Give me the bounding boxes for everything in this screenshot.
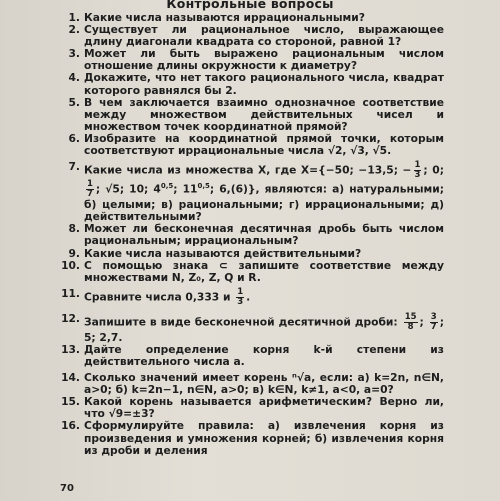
question-number: 4. — [68, 71, 80, 85]
question-11 — [60, 288, 444, 307]
question-text: С помощью знака ⊂ запишите соответствие между множествами N, Z₀, Z, Q и R. — [84, 258, 444, 284]
question-7 — [60, 161, 444, 223]
question-number: 3. — [68, 47, 80, 61]
question-8 — [60, 223, 444, 247]
question-text: Докажите, что нет такого рационального числа, квадрат которого равнялся бы 2. — [84, 71, 444, 97]
question-text: В чем заключается взаимно однозначное соответствие между множеством действительных чисел и множеством точек координатной прямой? — [84, 95, 444, 133]
question-number: 15. — [61, 395, 80, 409]
question-text: Какие числа из множества X, где X={−50; −13,5; − $\frac{1}{3}$ ; 0; $\frac{1}{7}$ ; √5; 10; 4$^{0,5}$; 11$^{0,5}$; 6,(6)}, являются: а) натуральными; б) целыми; в) рациональными; г) иррациональными; д) действительными? — [84, 160, 444, 224]
question-number: 5. — [68, 95, 80, 109]
page-number: 70 — [60, 483, 74, 494]
question-number: 9. — [68, 246, 80, 260]
question-number: 12. — [61, 311, 80, 325]
question-number: 14. — [61, 371, 80, 385]
question-14 — [60, 372, 444, 396]
question-text: Какие числа называются действительными? — [84, 246, 362, 260]
question-2 — [60, 24, 444, 48]
question-16 — [60, 420, 444, 456]
question-12 — [60, 313, 444, 344]
fraction: $\frac{1}{3}$ — [237, 286, 244, 307]
fraction: $\frac{15}{8}$ — [404, 311, 417, 332]
question-number: 13. — [61, 342, 80, 356]
question-text: Изобразите на координатной прямой точки, которым соответствуют иррациональные числа √2, √3, √5. — [84, 131, 444, 158]
question-15 — [60, 396, 444, 420]
question-text: Сформулируйте правила: а) извлечения корня из произведения и умножения корней; б) извлечения корня из дроби и деления — [84, 419, 444, 457]
question-number: 7. — [68, 160, 80, 174]
question-number: 11. — [61, 286, 80, 300]
question-number: 6. — [68, 131, 80, 145]
question-text: Запишите в виде бесконечной десятичной дроби: $\frac{15}{8}$ ; $\frac{3}{7}$ ; 5; 2,7. — [84, 311, 444, 344]
question-text: Существует ли рациональное число, выражающее длину диагонали квадрата со стороной, равной 1? — [84, 23, 444, 49]
question-9 — [60, 248, 444, 260]
question-text: Сколько значений имеет корень ⁿ√a, если: а) k=2n, n∈N, a>0; б) k=2n−1, n∈N, a>0; в) k∈N, k≠1, a<0, a=0? — [84, 371, 444, 397]
question-text: Какой корень называется арифметическим? Верно ли, что √9=±3? — [84, 395, 444, 421]
question-number: 8. — [68, 222, 80, 236]
question-number: 2. — [68, 23, 80, 37]
question-text: Может ли быть выражено рациональным числом отношение длины окружности к диаметру? — [84, 47, 444, 73]
page-title: Контрольные вопросы — [166, 0, 334, 11]
question-text: Какие числа называются иррациональными? — [84, 11, 365, 24]
question-number: 1. — [68, 11, 80, 24]
question-number: 10. — [61, 258, 80, 272]
question-10 — [60, 260, 444, 284]
fraction: $\frac{1}{7}$ — [87, 179, 93, 200]
question-number: 16. — [61, 419, 80, 433]
fraction: $\frac{3}{7}$ — [430, 311, 437, 332]
fraction: $\frac{1}{3}$ — [414, 160, 421, 181]
questions-list — [60, 12, 444, 457]
question-text: Дайте определение корня k-й степени из действительного числа a. — [84, 342, 444, 368]
question-4 — [60, 72, 444, 96]
question-13 — [60, 344, 444, 368]
question-6 — [60, 133, 444, 157]
question-5 — [60, 97, 444, 133]
question-3 — [60, 48, 444, 72]
question-text: Сравните числа 0,333 и $\frac{1}{3}$ . — [84, 286, 251, 307]
question-text: Может ли бесконечная десятичная дробь быть числом рациональным; иррациональным? — [84, 222, 444, 248]
